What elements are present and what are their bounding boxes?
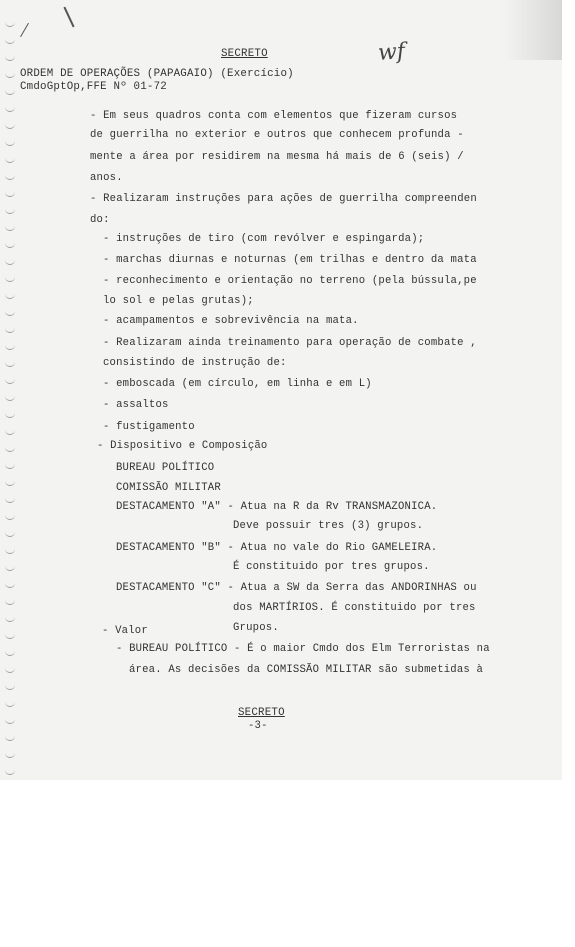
binding-ring <box>5 20 15 27</box>
body-line: dos MARTÍRIOS. É constituido por tres <box>233 602 476 614</box>
order-title: ORDEM DE OPERAÇÕES (PAPAGAIO) (Exercício) <box>20 68 294 80</box>
binding-ring <box>5 513 15 520</box>
binding-ring <box>5 547 15 554</box>
handwritten-initials: wf <box>377 39 406 66</box>
binding-ring <box>5 479 15 486</box>
classification-bottom: SECRETO <box>238 707 285 719</box>
order-reference: CmdoGptOp,FFE Nº 01-72 <box>20 81 167 93</box>
binding-ring <box>5 54 15 61</box>
body-line: - Em seus quadros conta com elementos que fizeram cursos <box>90 110 458 122</box>
binding-ring <box>5 751 15 758</box>
scan-shadow <box>505 0 562 60</box>
binding-ring <box>5 394 15 401</box>
body-line: Deve possuir tres (3) grupos. <box>233 520 424 532</box>
body-line: - BUREAU POLÍTICO - É o maior Cmdo dos Elm Terroristas na <box>116 643 490 655</box>
section-heading: - Dispositivo e Composição <box>97 440 268 452</box>
binding-ring <box>5 564 15 571</box>
body-line: - marchas diurnas e noturnas (em trilhas e dentro da mata <box>103 254 477 266</box>
binding-ring <box>5 139 15 146</box>
body-line: - fustigamento <box>103 421 195 433</box>
binding-ring <box>5 207 15 214</box>
binding-ring <box>5 649 15 656</box>
org-unit: BUREAU POLÍTICO <box>116 462 215 474</box>
binding-ring <box>5 496 15 503</box>
page-number: -3- <box>248 720 268 732</box>
binding-ring <box>5 326 15 333</box>
body-line: - acampamentos e sobrevivência na mata. <box>103 315 359 327</box>
binding-ring <box>5 105 15 112</box>
body-line: - instruções de tiro (com revólver e espingarda); <box>103 233 425 245</box>
binding-ring <box>5 462 15 469</box>
binding-ring <box>5 717 15 724</box>
binding-ring <box>5 734 15 741</box>
binding-ring <box>5 360 15 367</box>
binding-ring <box>5 275 15 282</box>
binding-ring <box>5 37 15 44</box>
binding-ring <box>5 530 15 537</box>
body-line: - assaltos <box>103 399 169 411</box>
binding-ring <box>5 411 15 418</box>
binding-ring <box>5 445 15 452</box>
binding-ring <box>5 615 15 622</box>
binding-ring <box>5 700 15 707</box>
body-line: área. As decisões da COMISSÃO MILITAR são submetidas à <box>129 664 484 676</box>
binding-ring <box>5 632 15 639</box>
binding-ring <box>5 258 15 265</box>
binding-ring <box>5 768 15 775</box>
body-line: anos. <box>90 172 123 184</box>
detachment-c: DESTACAMENTO "C" - Atua a SW da Serra das ANDORINHAS ou <box>116 582 477 594</box>
binding-ring <box>5 598 15 605</box>
body-line: É constituido por tres grupos. <box>233 561 430 573</box>
body-line: lo sol e pelas grutas); <box>103 295 254 307</box>
body-line: Grupos. <box>233 622 279 634</box>
body-line: de guerrilha no exterior e outros que conhecem profunda - <box>90 129 464 141</box>
body-line: - Realizaram instruções para ações de guerrilha compreenden <box>90 193 477 205</box>
body-line: consistindo de instrução de: <box>103 357 287 369</box>
binding-ring <box>5 428 15 435</box>
binding-ring <box>5 173 15 180</box>
body-line: mente a área por residirem na mesma há mais de 6 (seis) / <box>90 151 464 163</box>
binding-ring <box>5 190 15 197</box>
detachment-b: DESTACAMENTO "B" - Atua no vale do Rio GAMELEIRA. <box>116 542 438 554</box>
binding-ring <box>5 292 15 299</box>
binding-ring <box>5 581 15 588</box>
body-line: - Realizaram ainda treinamento para operação de combate , <box>103 337 477 349</box>
section-heading: - Valor <box>102 625 148 637</box>
body-line: - emboscada (em círculo, em linha e em L) <box>103 378 372 390</box>
detachment-a: DESTACAMENTO "A" - Atua na R da Rv TRANSMAZONICA. <box>116 501 438 513</box>
binding-ring <box>5 666 15 673</box>
binding-ring <box>5 224 15 231</box>
binding-ring <box>5 71 15 78</box>
binding-ring <box>5 88 15 95</box>
binding-ring <box>5 241 15 248</box>
spiral-binding <box>2 20 18 780</box>
binding-ring <box>5 309 15 316</box>
classification-top: SECRETO <box>221 48 268 60</box>
body-line: - reconhecimento e orientação no terreno (pela bússula,pe <box>103 275 477 287</box>
binding-ring <box>5 156 15 163</box>
body-line: do: <box>90 214 110 226</box>
binding-ring <box>5 683 15 690</box>
binding-ring <box>5 377 15 384</box>
binding-ring <box>5 343 15 350</box>
binding-ring <box>5 122 15 129</box>
org-unit: COMISSÃO MILITAR <box>116 482 221 494</box>
